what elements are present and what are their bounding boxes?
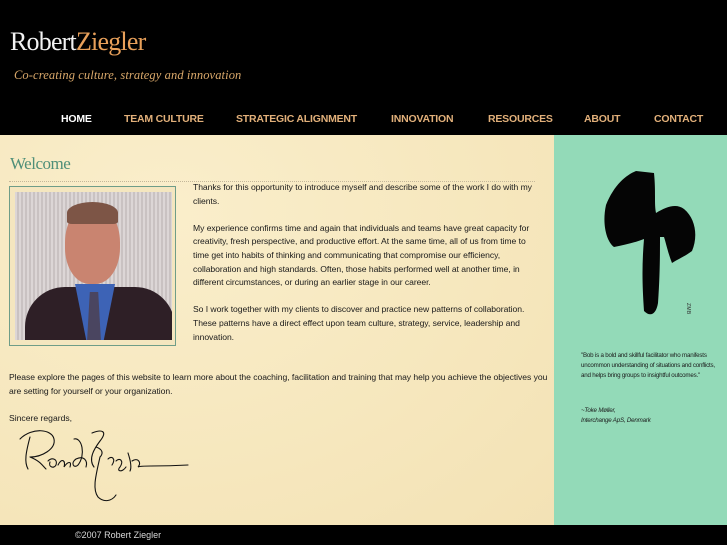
testimonial-sidebar — [554, 135, 727, 525]
site-header — [0, 0, 727, 135]
logo-last-name: Ziegler — [75, 27, 146, 56]
closing-regards: Sincere regards, — [9, 413, 73, 423]
copyright-notice: ©2007 Robert Ziegler — [75, 530, 162, 540]
site-footer — [0, 525, 727, 545]
nav-strategic-alignment[interactable]: STRATEGIC ALIGNMENT — [236, 113, 358, 125]
intro-paragraph: Thanks for this opportunity to introduce myself and describe some of the work I do with my clients. — [193, 182, 532, 206]
portrait-photo — [15, 192, 172, 340]
collaboration-paragraph: So I work together with my clients to discover and practice new patterns of collaboration. These patterns have a direct effect upon team culture, strategy, service, leadership and innovation. — [193, 304, 525, 342]
author-organization: Interchange ApS, Denmark — [581, 417, 651, 424]
nav-contact[interactable]: CONTACT — [654, 113, 704, 125]
nav-home[interactable]: HOME — [61, 113, 92, 125]
site-tagline: Co-creating culture, strategy and innovation — [14, 68, 242, 82]
main-content — [0, 135, 554, 525]
nav-team-culture[interactable]: TEAM CULTURE — [124, 113, 204, 125]
author-name: ~Toke Møller, — [581, 407, 616, 414]
experience-paragraph: My experience confirms time and again that individuals and teams have great capacity for creativity, fresh perspective, and productive effort. At the same time, all of us from time to time get into habits of thinking and communicating that compromise our efficiency, collaboration and high standards. Often, those habits performed well at another time, in different circumstances, or during an earlier stage in our career. — [193, 222, 530, 288]
artist-mark: ZMB — [685, 303, 691, 315]
page-title: Welcome — [10, 154, 71, 173]
signature-image — [12, 427, 202, 517]
main-nav — [0, 113, 727, 127]
nav-resources[interactable]: RESOURCES — [488, 113, 553, 125]
explore-paragraph: Please explore the pages of this website to learn more about the coaching, facilitation and training that may help you achieve the objectives you are setting for yourself or your organization. — [9, 372, 548, 396]
nav-innovation[interactable]: INNOVATION — [391, 113, 454, 125]
nav-about[interactable]: ABOUT — [584, 113, 621, 125]
calligraphy-artwork — [584, 153, 704, 323]
portrait-frame — [9, 186, 176, 346]
intro-text — [193, 181, 538, 358]
logo-first-name: Robert — [10, 27, 76, 56]
site-logo[interactable] — [10, 26, 145, 58]
testimonial-author — [581, 406, 721, 426]
testimonial-quote: "Bob is a bold and skillful facilitator who manifests uncommon understanding of situations and conflicts, and helps bring groups to insightful outcomes." — [581, 352, 715, 379]
